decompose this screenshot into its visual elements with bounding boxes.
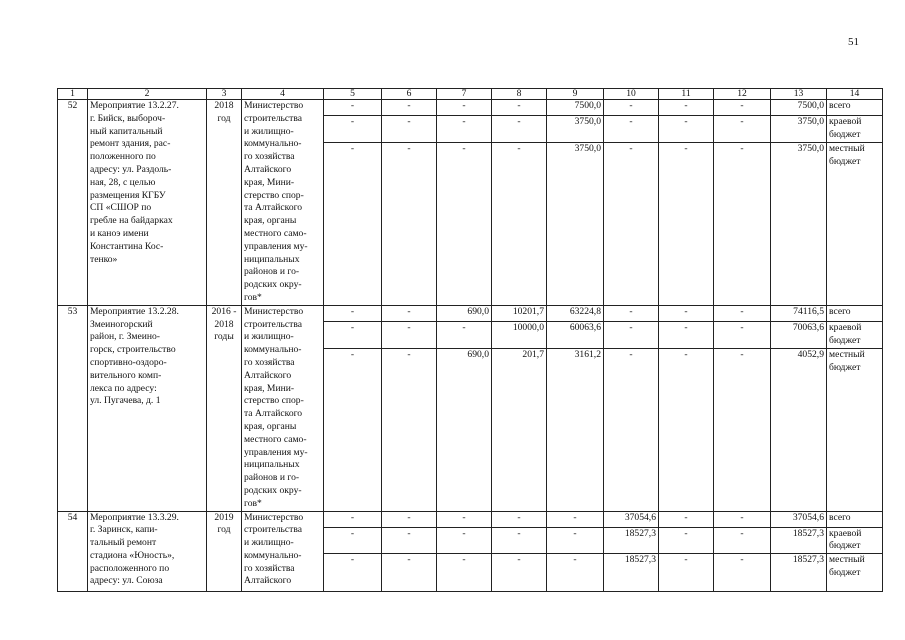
amount-cell: [659, 527, 714, 554]
amount-cell: [324, 527, 382, 554]
amount-value: -: [629, 321, 633, 333]
amount-value: -: [407, 100, 411, 111]
amount-cell: [659, 348, 714, 511]
amount-cell: [382, 348, 437, 511]
amount-cell: [714, 305, 771, 321]
amount-value: -: [629, 348, 633, 360]
amount-value: -: [517, 527, 521, 539]
column-header: 13: [771, 89, 827, 100]
amount-value: 690,0: [467, 348, 489, 360]
amount-cell: [382, 527, 437, 554]
executor: [242, 305, 324, 511]
amount-cell: [437, 348, 492, 511]
column-header: 10: [604, 89, 659, 100]
amount-cell: [324, 511, 382, 527]
amount-cell: [604, 143, 659, 306]
amount-cell: [547, 511, 604, 527]
executor-text: Министерство строительства и жилищно- коммунально- го хозяйства Алтайского: [244, 511, 304, 587]
amount-cell: [714, 321, 771, 348]
funding-source-text: краевой бюджет: [829, 321, 862, 346]
funding-source-text: местный бюджет: [829, 348, 865, 373]
amount-value: -: [462, 100, 466, 111]
row-number-text: 52: [67, 100, 78, 111]
amount-value: -: [350, 511, 355, 523]
amount-value: -: [740, 348, 744, 360]
amount-cell: [324, 554, 382, 592]
funding-source-text: краевой бюджет: [829, 116, 862, 140]
amount-cell: [771, 305, 827, 321]
amount-value: -: [740, 511, 744, 523]
amount-value: -: [740, 305, 744, 317]
funding-source: [827, 527, 883, 554]
amount-cell: [437, 143, 492, 306]
amount-cell: [324, 305, 382, 321]
amount-value: 74116,5: [793, 305, 824, 317]
amount-value: -: [684, 100, 688, 111]
table-row: [58, 100, 883, 116]
years: [207, 100, 242, 306]
activity-description-text: Мероприятие 13.2.28. Змеиногорский район, г. Змеино- горск, строительство спортивно-оздоро- вительного комп- лекса по адресу: ул. Пугачева, д. 1: [90, 305, 179, 407]
amount-cell: [714, 348, 771, 511]
page-number: 51: [848, 36, 859, 48]
funding-source: [827, 554, 883, 592]
amount-value: -: [740, 554, 744, 566]
amount-value: -: [684, 143, 688, 155]
amount-value: -: [740, 527, 744, 539]
amount-cell: [324, 348, 382, 511]
amount-cell: [771, 321, 827, 348]
amount-cell: [492, 305, 547, 321]
amount-value: -: [350, 305, 355, 317]
amount-value: 7500,0: [797, 100, 824, 111]
amount-value: 7500,0: [574, 100, 601, 111]
column-header: 7: [437, 89, 492, 100]
amount-cell: [492, 348, 547, 511]
amount-cell: [382, 305, 437, 321]
funding-source: [827, 143, 883, 306]
amount-value: 10000,0: [512, 321, 544, 333]
column-header: 8: [492, 89, 547, 100]
amount-value: 18527,3: [624, 527, 656, 539]
years: [207, 511, 242, 592]
funding-source-text: всего: [829, 100, 851, 111]
amount-value: -: [684, 116, 688, 128]
amount-value: 18527,3: [792, 554, 824, 566]
funding-source: [827, 305, 883, 321]
funding-source-text: всего: [829, 305, 851, 317]
amount-cell: [382, 554, 437, 592]
amount-cell: [714, 116, 771, 143]
amount-cell: [771, 143, 827, 306]
amount-cell: [492, 321, 547, 348]
amount-value: -: [350, 527, 355, 539]
activity-description: [88, 511, 207, 592]
funding-source-text: краевой бюджет: [829, 527, 862, 552]
amount-cell: [604, 321, 659, 348]
executor: [242, 511, 324, 592]
amount-cell: [659, 511, 714, 527]
amount-cell: [437, 100, 492, 116]
amount-value: -: [350, 100, 355, 111]
amount-cell: [714, 511, 771, 527]
years: [207, 305, 242, 511]
amount-cell: [604, 116, 659, 143]
amount-cell: [492, 527, 547, 554]
amount-cell: [382, 143, 437, 306]
amount-value: -: [684, 321, 688, 333]
table-row: [58, 305, 883, 321]
amount-value: 63224,8: [569, 305, 601, 317]
amount-cell: [714, 527, 771, 554]
amount-cell: [604, 511, 659, 527]
amount-value: -: [517, 554, 521, 566]
amount-value: 10201,7: [512, 305, 544, 317]
amount-value: -: [407, 305, 411, 317]
amount-cell: [324, 116, 382, 143]
activity-description: [88, 100, 207, 306]
amount-cell: [771, 100, 827, 116]
amount-cell: [771, 116, 827, 143]
funding-source-text: местный бюджет: [829, 554, 865, 578]
amount-value: -: [350, 116, 355, 128]
amount-cell: [659, 100, 714, 116]
amount-cell: [659, 143, 714, 306]
amount-value: -: [517, 143, 521, 155]
amount-value: 3161,2: [574, 348, 601, 360]
amount-value: -: [740, 100, 744, 111]
amount-value: -: [629, 305, 633, 317]
amount-cell: [604, 554, 659, 592]
amount-cell: [547, 100, 604, 116]
funding-source: [827, 511, 883, 527]
amount-cell: [771, 527, 827, 554]
row-number: [58, 305, 88, 511]
amount-value: 3750,0: [797, 143, 824, 155]
amount-cell: [714, 100, 771, 116]
amount-value: -: [517, 116, 521, 128]
amount-value: -: [573, 511, 577, 523]
amount-value: 3750,0: [574, 116, 601, 128]
budget-table: [57, 88, 883, 592]
amount-cell: [324, 321, 382, 348]
amount-value: 3750,0: [574, 143, 601, 155]
amount-value: -: [573, 554, 577, 566]
activity-description: [88, 305, 207, 511]
column-header: 11: [659, 89, 714, 100]
amount-value: 60063,6: [569, 321, 601, 333]
amount-cell: [547, 527, 604, 554]
amount-value: -: [740, 321, 744, 333]
amount-cell: [547, 321, 604, 348]
amount-cell: [382, 321, 437, 348]
amount-value: -: [517, 511, 521, 523]
amount-cell: [604, 305, 659, 321]
column-header: 3: [207, 89, 242, 100]
amount-cell: [382, 116, 437, 143]
amount-value: -: [407, 321, 411, 333]
amount-value: 4052,9: [797, 348, 824, 360]
amount-cell: [547, 143, 604, 306]
row-number: [58, 511, 88, 592]
amount-value: 37054,6: [792, 511, 824, 523]
column-header: 6: [382, 89, 437, 100]
years-text: 2018 год: [214, 100, 234, 124]
amount-cell: [492, 143, 547, 306]
amount-value: -: [629, 143, 633, 155]
header-row: [58, 89, 883, 100]
amount-value: 3750,0: [797, 116, 824, 128]
amount-value: -: [462, 554, 466, 566]
amount-cell: [382, 100, 437, 116]
amount-value: -: [517, 100, 521, 111]
amount-value: 201,7: [522, 348, 544, 360]
column-header: 4: [242, 89, 324, 100]
amount-value: -: [684, 305, 688, 317]
funding-source-text: всего: [829, 511, 851, 523]
funding-source-text: местный бюджет: [829, 143, 865, 167]
amount-cell: [492, 511, 547, 527]
amount-cell: [324, 143, 382, 306]
activity-description-text: Мероприятие 13.3.29. г. Заринск, капи- тальный ремонт стадиона «Юность», расположенного по адресу: ул. Союза: [90, 511, 179, 587]
amount-value: -: [350, 554, 355, 566]
amount-cell: [771, 554, 827, 592]
amount-value: -: [462, 321, 466, 333]
funding-source: [827, 321, 883, 348]
column-header: 5: [324, 89, 382, 100]
amount-value: -: [407, 527, 411, 539]
amount-value: 37054,6: [624, 511, 656, 523]
amount-value: -: [462, 143, 466, 155]
amount-cell: [547, 348, 604, 511]
amount-cell: [659, 305, 714, 321]
amount-value: 18527,3: [792, 527, 824, 539]
executor: [242, 100, 324, 306]
amount-value: -: [684, 348, 688, 360]
amount-value: -: [629, 116, 633, 128]
amount-value: 18527,3: [624, 554, 656, 566]
amount-cell: [547, 116, 604, 143]
amount-value: -: [684, 527, 688, 539]
amount-value: -: [407, 554, 411, 566]
amount-cell: [714, 554, 771, 592]
amount-cell: [714, 143, 771, 306]
row-number-text: 54: [67, 511, 78, 523]
activity-description-text: Мероприятие 13.2.27. г. Бийск, выбороч- ный капитальный ремонт здания, рас- положенного по адресу: ул. Раздоль- ная, 28, с целью размещения КГБУ СП «СШОР по гребле на байдарках и каноэ имени Константина Кос- тенко»: [90, 100, 179, 265]
amount-cell: [604, 100, 659, 116]
table-row: [58, 511, 883, 527]
executor-text: Министерство строительства и жилищно- коммунально- го хозяйства Алтайского края, Мини- стерство спор- та Алтайского края, органы местного само- управления му- ниципальных районов и го- родских окру- гов*: [244, 100, 308, 303]
amount-cell: [437, 527, 492, 554]
amount-value: -: [407, 348, 411, 360]
amount-cell: [604, 348, 659, 511]
amount-value: -: [684, 511, 688, 523]
column-header: 9: [547, 89, 604, 100]
amount-cell: [547, 305, 604, 321]
amount-cell: [771, 348, 827, 511]
amount-cell: [604, 527, 659, 554]
funding-source: [827, 116, 883, 143]
amount-cell: [492, 116, 547, 143]
years-text: 2016 - 2018 годы: [211, 305, 237, 343]
column-header: 14: [827, 89, 883, 100]
amount-cell: [437, 305, 492, 321]
amount-cell: [382, 511, 437, 527]
amount-value: 70063,6: [792, 321, 824, 333]
amount-value: -: [629, 100, 633, 111]
amount-value: -: [462, 116, 466, 128]
amount-cell: [547, 554, 604, 592]
amount-cell: [492, 554, 547, 592]
column-header: 12: [714, 89, 771, 100]
amount-value: -: [740, 116, 744, 128]
executor-text: Министерство строительства и жилищно- коммунально- го хозяйства Алтайского края, Мини- стерство спор- та Алтайского края, органы местного само- управления му- ниципальных районов и го- родских окру- гов*: [244, 305, 308, 509]
amount-cell: [437, 554, 492, 592]
amount-value: -: [350, 143, 355, 155]
amount-cell: [437, 511, 492, 527]
amount-value: -: [350, 321, 355, 333]
amount-cell: [437, 116, 492, 143]
amount-cell: [324, 100, 382, 116]
column-header: 2: [88, 89, 207, 100]
amount-value: -: [573, 527, 577, 539]
row-number: [58, 100, 88, 306]
row-number-text: 53: [67, 305, 78, 317]
funding-source: [827, 100, 883, 116]
amount-value: -: [684, 554, 688, 566]
funding-source: [827, 348, 883, 511]
amount-value: -: [350, 348, 355, 360]
amount-cell: [771, 511, 827, 527]
amount-value: -: [407, 116, 411, 128]
amount-cell: [659, 554, 714, 592]
amount-value: -: [462, 511, 466, 523]
amount-value: -: [407, 143, 411, 155]
amount-cell: [659, 116, 714, 143]
amount-cell: [492, 100, 547, 116]
years-text: 2019 год: [214, 511, 234, 536]
amount-value: 690,0: [467, 305, 489, 317]
amount-cell: [437, 321, 492, 348]
amount-value: -: [407, 511, 411, 523]
amount-value: -: [740, 143, 744, 155]
column-header: 1: [58, 89, 88, 100]
amount-value: -: [462, 527, 466, 539]
amount-cell: [659, 321, 714, 348]
